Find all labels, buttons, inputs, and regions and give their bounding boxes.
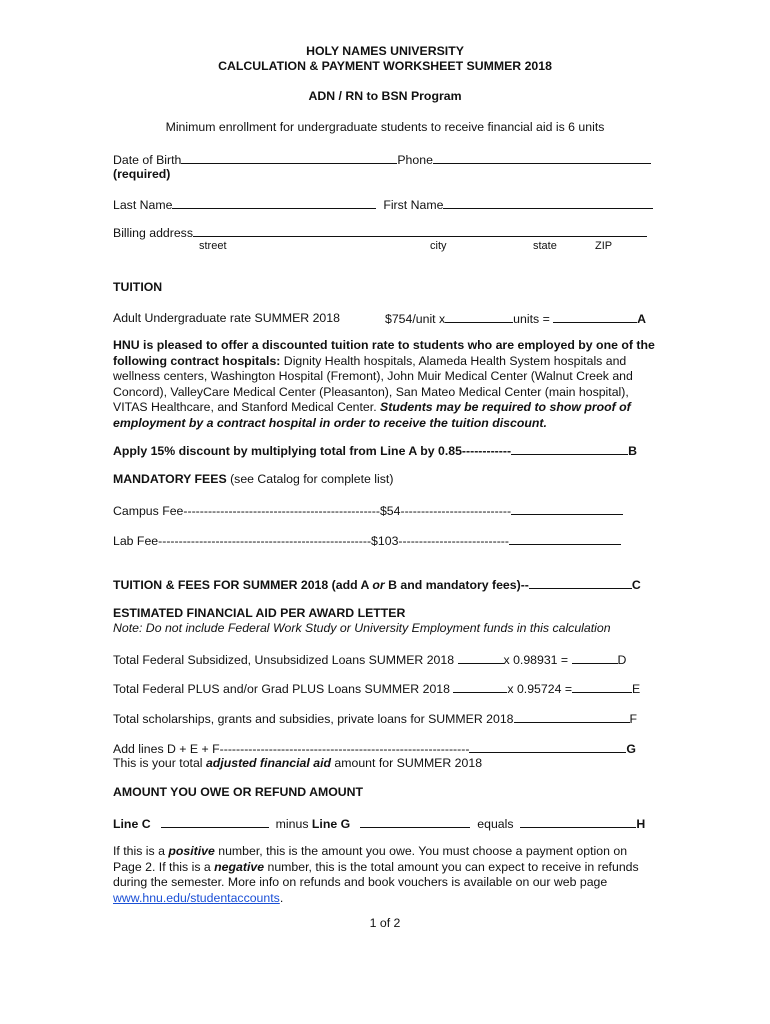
units-field[interactable]	[445, 311, 513, 323]
owe-heading: AMOUNT YOU OWE OR REFUND AMOUNT	[113, 785, 364, 799]
line-g-label: Line G	[311, 817, 351, 831]
adjusted-pre: This is your total	[113, 756, 206, 770]
owe-line-c-field[interactable]	[161, 816, 269, 828]
plus-field[interactable]	[453, 681, 507, 693]
street-label: street	[199, 240, 227, 252]
city-label: city	[430, 240, 447, 252]
tuition-fees-label-end: B and mandatory fees)--	[384, 578, 529, 592]
loans-row	[113, 652, 626, 668]
line-h-field[interactable]	[520, 816, 636, 828]
owe-info-1: If this is a	[113, 844, 169, 858]
owe-line-g-field[interactable]	[360, 816, 470, 828]
name-row	[113, 197, 653, 213]
add-lines-label: Add lines D + E + F-------------------------------------------------------------	[113, 742, 470, 756]
owe-info-3: number, this is the total amount you can expect to receive in refunds during the semester. More info on refunds and book vouchers is available on our web page	[113, 859, 639, 890]
billing-address-field[interactable]	[193, 225, 647, 237]
positive-word: positive	[168, 844, 215, 858]
phone-field[interactable]	[433, 152, 651, 164]
dob-field[interactable]	[181, 152, 397, 164]
line-g-marker: G	[626, 742, 636, 756]
first-name-field[interactable]	[443, 197, 653, 209]
add-lines-row	[113, 741, 636, 757]
plus-row	[113, 681, 640, 697]
last-name-label: Last Name	[113, 198, 173, 212]
worksheet-title: CALCULATION & PAYMENT WORKSHEET SUMMER 2018	[218, 59, 552, 73]
line-f-field[interactable]	[514, 711, 630, 723]
units-label: units =	[513, 312, 550, 326]
tuition-rate-label: Adult Undergraduate rate SUMMER 2018	[113, 311, 340, 325]
tuition-rate-calc	[385, 311, 646, 327]
line-c-marker: C	[631, 578, 641, 592]
owe-info-4: .	[279, 890, 284, 905]
page-number: 1 of 2	[369, 916, 401, 930]
owe-info-2: number, this is the amount you owe. You must choose a payment option on Page 2. If this is a	[113, 844, 628, 874]
line-d-marker: D	[617, 653, 627, 667]
line-d-field[interactable]	[572, 652, 618, 664]
min-enrollment-note: Minimum enrollment for undergraduate students to receive financial aid is 6 units	[165, 120, 605, 134]
aid-heading: ESTIMATED FINANCIAL AID PER AWARD LETTER	[113, 606, 406, 620]
tuition-heading: TUITION	[113, 280, 163, 294]
tuition-fees-row	[113, 577, 641, 593]
line-a-field[interactable]	[553, 311, 637, 323]
first-name-label: First Name	[383, 198, 444, 212]
minus-label: minus	[275, 817, 309, 831]
dob-row	[113, 152, 651, 168]
adjusted-aid-note	[113, 756, 482, 771]
loans-label: Total Federal Subsidized, Unsubsidized Loans SUMMER 2018	[113, 653, 455, 667]
billing-label: Billing address	[113, 226, 193, 240]
line-c-label: Line C	[113, 817, 151, 831]
phone-label: Phone	[397, 153, 433, 167]
discount-paragraph	[113, 338, 658, 432]
negative-word: negative	[214, 859, 265, 874]
state-label: state	[533, 240, 557, 252]
line-e-field[interactable]	[572, 681, 632, 693]
line-b-marker: B	[628, 444, 637, 458]
discount-row	[113, 443, 637, 459]
line-f-marker: F	[629, 712, 638, 726]
aid-note: Note: Do not include Federal Work Study or University Employment funds in this calculation	[113, 621, 611, 635]
line-b-field[interactable]	[511, 443, 628, 455]
scholarships-row	[113, 711, 637, 727]
lab-fee-label: Lab Fee----------------------------------------------------$103---------------------------	[113, 534, 509, 548]
tuition-fees-label: TUITION & FEES FOR SUMMER 2018 (add A	[113, 578, 373, 592]
program-title: ADN / RN to BSN Program	[308, 89, 462, 103]
fees-heading-row	[113, 472, 393, 487]
owe-row	[113, 816, 645, 832]
campus-fee-row	[113, 503, 623, 519]
dob-label: Date of Birth	[113, 153, 182, 167]
line-g-field[interactable]	[469, 741, 626, 753]
campus-fee-field[interactable]	[511, 503, 623, 515]
billing-row	[113, 225, 647, 241]
loans-field[interactable]	[458, 652, 504, 664]
discount-proof: Students may be required to show proof of employment by a contract hospital in order to receive the tuition discount.	[113, 400, 631, 430]
line-e-marker: E	[632, 682, 641, 696]
equals-label: equals	[477, 817, 514, 831]
plus-mult: x 0.95724 =	[507, 682, 573, 696]
last-name-field[interactable]	[172, 197, 376, 209]
university-name: HOLY NAMES UNIVERSITY	[306, 44, 464, 58]
rate-value: $754/unit x	[385, 312, 446, 326]
plus-label: Total Federal PLUS and/or Grad PLUS Loans SUMMER 2018	[113, 682, 450, 696]
student-accounts-link[interactable]: www.hnu.edu/studentaccounts	[113, 890, 280, 905]
lab-fee-field[interactable]	[509, 533, 621, 545]
tuition-fees-or: or	[372, 578, 385, 592]
discount-intro: HNU is pleased to offer a discounted tuition rate to students who are employed by one of the following contract hospitals:	[113, 338, 655, 368]
line-h-marker: H	[636, 817, 646, 831]
loans-mult: x 0.98931 =	[503, 653, 569, 667]
campus-fee-label: Campus Fee------------------------------------------------$54---------------------------	[113, 504, 512, 518]
owe-info-paragraph	[113, 844, 658, 906]
fees-heading: MANDATORY FEES	[113, 472, 227, 486]
line-a-marker: A	[637, 312, 647, 326]
line-c-field[interactable]	[529, 577, 632, 589]
zip-label: ZIP	[595, 240, 613, 252]
required-label: (required)	[113, 167, 171, 181]
discount-hospitals: Dignity Health hospitals, Alameda Health System hospitals and wellness centers, Washington Hospital (Fremont), John Muir Medical Center (Walnut Creek and Concord), ValleyCare Medical Center (Pleasanton), San Mateo Medical Center (main hospital), VITAS Healthcare, and Stanford Medical Center.	[113, 353, 633, 415]
apply-discount-label: Apply 15% discount by multiplying total from Line A by 0.85------------	[113, 444, 512, 458]
lab-fee-row	[113, 533, 621, 549]
adjusted-post: amount for SUMMER 2018	[331, 756, 483, 770]
scholarships-label: Total scholarships, grants and subsidies, private loans for SUMMER 2018	[113, 712, 514, 726]
fees-heading-note: (see Catalog for complete list)	[226, 472, 394, 486]
adjusted-bold: adjusted financial aid	[205, 756, 331, 770]
